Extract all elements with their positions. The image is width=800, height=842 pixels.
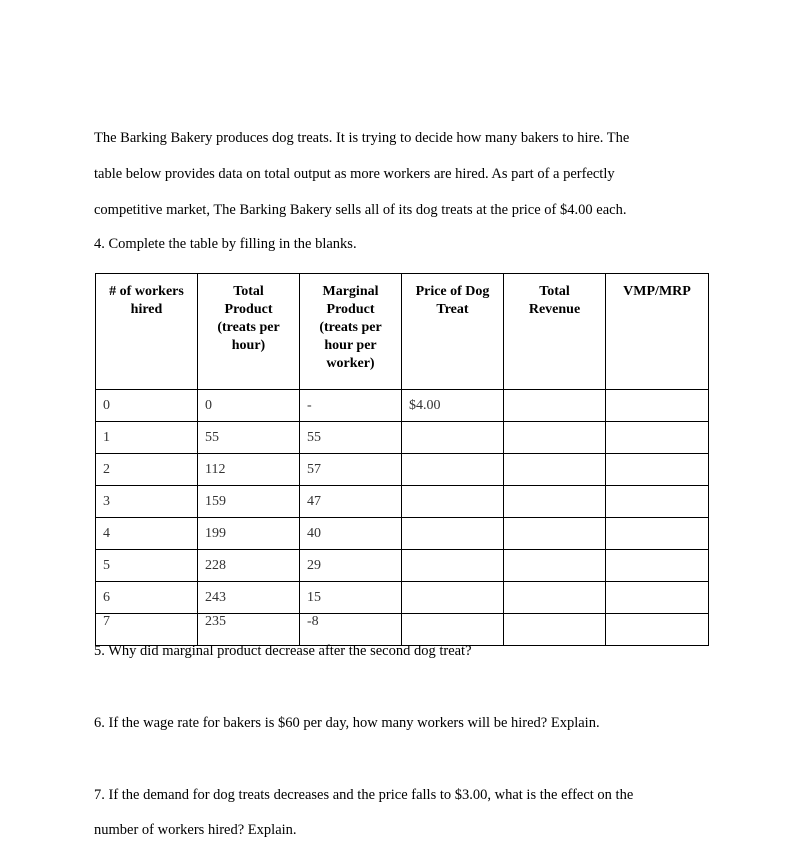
cell-vmp	[606, 518, 709, 550]
table-row	[96, 486, 709, 518]
question-5: 5. Why did marginal product decrease after the second dog treat?	[94, 643, 472, 659]
cell-marginal-product: 55	[300, 422, 402, 454]
cell-vmp	[606, 614, 709, 646]
production-table	[95, 273, 709, 646]
cell-total-product: 0	[198, 390, 300, 422]
cell-marginal-product: 15	[300, 582, 402, 614]
cell-total-revenue	[504, 454, 606, 486]
cell-price	[402, 422, 504, 454]
table-row	[96, 518, 709, 550]
cell-workers: 6	[96, 582, 198, 614]
cell-price	[402, 486, 504, 518]
cell-workers: 4	[96, 518, 198, 550]
table-header-row	[96, 274, 709, 390]
cell-marginal-product: 29	[300, 550, 402, 582]
header-vmp-mrp: VMP/MRP	[606, 274, 709, 390]
cell-workers: 7	[96, 614, 198, 646]
cell-total-revenue	[504, 550, 606, 582]
cell-total-revenue	[504, 614, 606, 646]
table-row	[96, 614, 709, 646]
cell-vmp	[606, 390, 709, 422]
cell-price	[402, 614, 504, 646]
cell-total-revenue	[504, 486, 606, 518]
cell-workers: 3	[96, 486, 198, 518]
table-row	[96, 454, 709, 486]
intro-line-2: table below provides data on total output as more workers are hired. As part of a perfectly	[94, 166, 615, 182]
cell-total-revenue	[504, 518, 606, 550]
table-row	[96, 582, 709, 614]
cell-vmp	[606, 582, 709, 614]
cell-price	[402, 454, 504, 486]
cell-price	[402, 518, 504, 550]
table-row	[96, 422, 709, 454]
cell-workers: 5	[96, 550, 198, 582]
cell-total-revenue	[504, 582, 606, 614]
header-total-product: Total Product (treats per hour)	[198, 274, 300, 390]
intro-line-3: competitive market, The Barking Bakery sells all of its dog treats at the price of $4.00 each.	[94, 202, 627, 218]
cell-vmp	[606, 422, 709, 454]
header-workers: # of workers hired	[96, 274, 198, 390]
cell-vmp	[606, 550, 709, 582]
cell-price	[402, 582, 504, 614]
question-7-line-1: 7. If the demand for dog treats decreases and the price falls to $3.00, what is the effect on the	[94, 787, 634, 803]
question-4: 4. Complete the table by filling in the blanks.	[94, 236, 357, 252]
cell-total-product: 243	[198, 582, 300, 614]
cell-marginal-product: 40	[300, 518, 402, 550]
cell-total-product: 55	[198, 422, 300, 454]
cell-marginal-product: -8	[300, 614, 402, 646]
table-row	[96, 390, 709, 422]
intro-line-1: The Barking Bakery produces dog treats. It is trying to decide how many bakers to hire. The	[94, 130, 630, 146]
cell-total-revenue	[504, 422, 606, 454]
header-price: Price of Dog Treat	[402, 274, 504, 390]
cell-total-product: 235	[198, 614, 300, 646]
cell-price	[402, 550, 504, 582]
cell-vmp	[606, 486, 709, 518]
cell-total-product: 228	[198, 550, 300, 582]
cell-workers: 1	[96, 422, 198, 454]
cell-marginal-product: -	[300, 390, 402, 422]
question-6: 6. If the wage rate for bakers is $60 per day, how many workers will be hired? Explain.	[94, 715, 600, 731]
cell-vmp	[606, 454, 709, 486]
cell-marginal-product: 57	[300, 454, 402, 486]
cell-workers: 0	[96, 390, 198, 422]
header-total-revenue: Total Revenue	[504, 274, 606, 390]
cell-price: $4.00	[402, 390, 504, 422]
cell-total-product: 199	[198, 518, 300, 550]
question-7-line-2: number of workers hired? Explain.	[94, 822, 297, 838]
header-marginal-product: Marginal Product (treats per hour per worker)	[300, 274, 402, 390]
cell-total-revenue	[504, 390, 606, 422]
cell-workers: 2	[96, 454, 198, 486]
cell-total-product: 112	[198, 454, 300, 486]
cell-total-product: 159	[198, 486, 300, 518]
intro-paragraph	[94, 128, 734, 236]
cell-marginal-product: 47	[300, 486, 402, 518]
table-row	[96, 550, 709, 582]
